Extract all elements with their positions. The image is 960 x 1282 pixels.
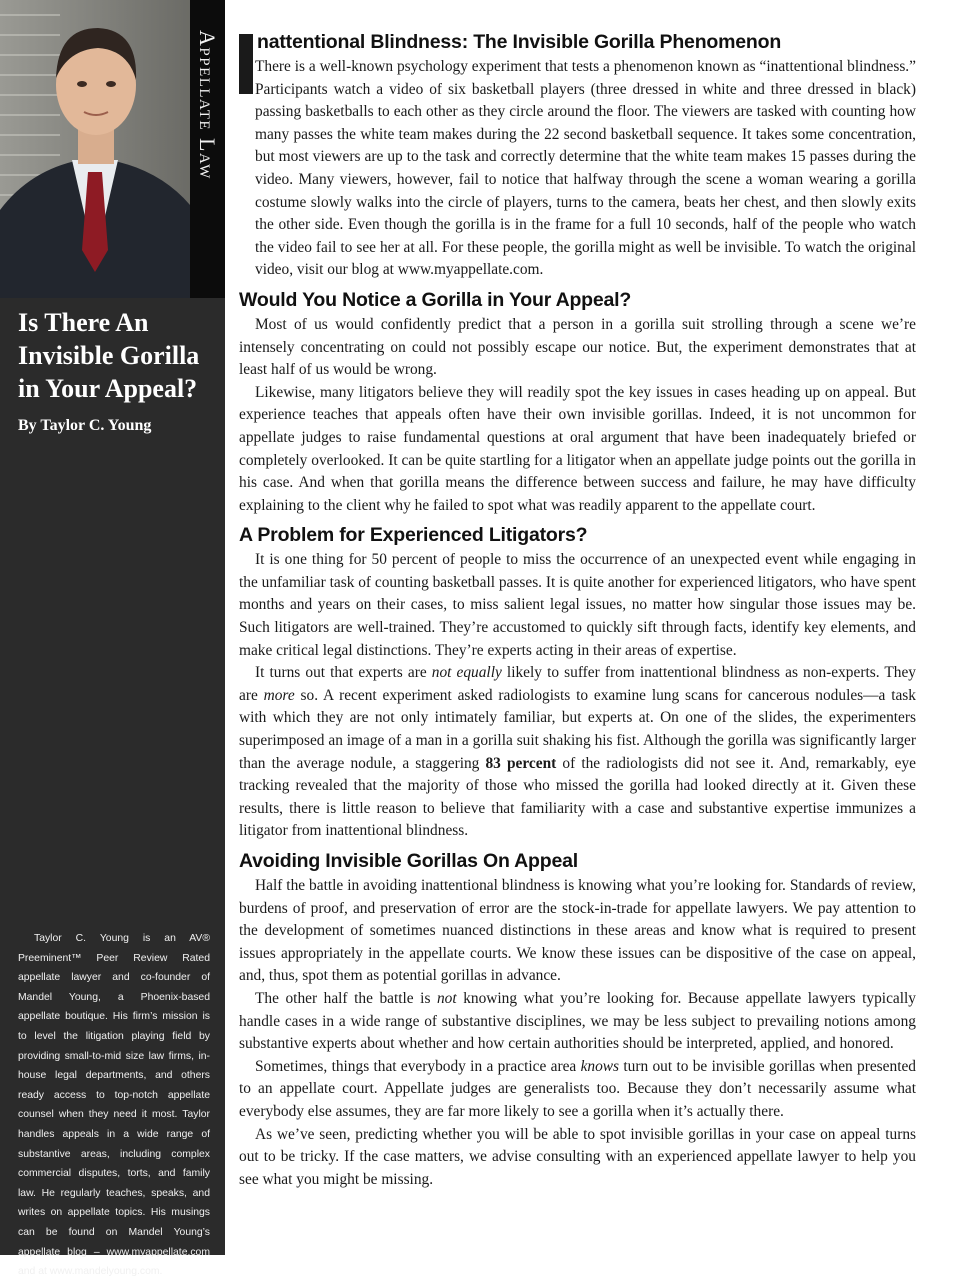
- paragraph: Most of us would confidently predict that a person in a gorilla suit strolling through a scene we’re intensely concentrating on could not possibly escape our notice. But, the experiment demonstrates that at least half of us would be wrong.: [239, 315, 916, 379]
- author-bio: Taylor C. Young is an AV® Preeminent™ Peer Review Rated appellate lawyer and co-founder of Mandel Young, a Phoenix-based appellate boutique. His firm’s mission is to level the litigation playing field by providing small-to-mid size law firms, in-house legal departments, and others ready access to top-notch appellate counsel when they need it most. Taylor handles appeals in a wide range of substantive areas, including complex commercial disputes, torts, and family law. He regularly teaches, speaks, and writes on appellate topics. His musings can be found on Mandel Young’s appellate blog – www.myappellate.com and at www.mandelyoung.com.: [18, 933, 210, 1278]
- paragraph: Sometimes, things that everybody in a practice area knows turn out to be invisible gorillas when presented to an appellate court. Appellate judges are generalists too. Because they don’t necessarily assume what everybody else assumes, they are far more likely to see a gorilla when it’s actually there.: [239, 1057, 916, 1120]
- section-heading-notice-gorilla: Would You Notice a Gorilla in Your Appeal?: [239, 288, 632, 311]
- paragraph: There is a well-known psychology experiment that tests a phenomenon known as “inattentional blindness.” Participants watch a video of six basketball players (three dressed in white and three dressed in black) passing basketballs to each other as they circle around the floor. The viewers are tasked with counting how many passes the white team makes during the 22 second basketball sequence. It takes some concentration, but most viewers are up to the task and correctly determine that the white team makes 15 passes during the video. Many viewers, however, fail to notice that halfway through the scene a woman wearing a gorilla costume slowly walks into the circle of players, turns to the camera, beats her chest, and then slowly exits the other side. Even though the gorilla is in the frame for a full 10 seconds, half of the people who watch the video fail to see her at all. For these people, the gorilla might as well be invisible. To watch the original video, visit our blog at www.myappellate.com.: [255, 58, 916, 279]
- drop-cap-i: [239, 34, 253, 94]
- section-heading-inattentional-blindness: nattentional Blindness: The Invisible Gorilla Phenomenon: [257, 31, 782, 53]
- section-strip: [190, 0, 225, 298]
- sidebar: [0, 0, 225, 1278]
- section-heading-avoiding-gorillas: Avoiding Invisible Gorillas On Appeal: [239, 850, 578, 872]
- byline: By Taylor C. Young: [18, 417, 152, 434]
- article-body: [239, 28, 916, 1191]
- paragraph: It is one thing for 50 percent of people to miss the occurrence of an unexpected event while engaging in the unfamiliar task of counting basketball passes. It is quite another for experienced litigators, who have spent months and years on their cases, to miss salient legal issues, no matter how singular those issues may be. Such litigators are well-trained. They’re accustomed to quickly sift through facts, identify key elements, and make critical legal distinctions. They’re experts acting in their areas of expertise.: [239, 551, 916, 659]
- paragraph: As we’ve seen, predicting whether you will be able to spot invisible gorillas in your case on appeal turns out to be tricky. If the case matters, we advise consulting with an experienced appellate lawyer to help you see what you might be missing.: [239, 1125, 916, 1188]
- author-photo: [0, 0, 190, 298]
- section-label: Appellate Law: [195, 30, 220, 180]
- paragraph: Likewise, many litigators believe they will readily spot the key issues in cases heading up on appeal. But experience teaches that appeals often have their own invisible gorillas. Indeed, it is not uncommon for appellate judges to raise fundamental questions at oral argument that have been inadequately briefed or completely overlooked. It can be quite startling for a litigator when an appellate judge points out the gorilla in his case. And when that gorilla means the difference between success and failure, he may have difficulty explaining to the client why he failed to spot what was readily apparent to the appellate court.: [239, 383, 916, 514]
- paragraph: Half the battle in avoiding inattentional blindness is knowing what you’re looking for. Standards of review, burdens of proof, and preservation of error are the stock-in-trade for appellate lawyers. We pay attention to the development of sometimes nuanced distinctions in these areas and know what is required to present issues appropriately in the appellate courts. We know these issues can be dispositive of the case on appeal, and, thus, spot them as potential gorillas in advance.: [239, 877, 916, 985]
- section-heading-experienced-litigators: A Problem for Experienced Litigators?: [239, 524, 588, 547]
- paragraph: The other half the battle is not knowing what you’re looking for. Because appellate lawyers typically handle cases in a wide range of substantive disciplines, we may be less subject to prevailing notions among substantive experts about whether and how certain authorities should be interpreted, applied, and honored.: [239, 989, 916, 1053]
- article-title: Is There An Invisible Gorilla in Your Appeal?: [18, 308, 200, 403]
- paragraph: It turns out that experts are not equally likely to suffer from inattentional blindness as non-experts. They are more so. A recent experiment asked radiologists to examine lung scans for cancerous nodules—a task with which they are not only intimately familiar, but experts at. On one of the slides, the experimenters superimposed an image of a man in a gorilla suit shaking his fist. Although the gorilla was significantly larger than the average nodule, a staggering 83 percent of the radiologists did not see it. And, remarkably, eye tracking revealed that the majority of those who missed the gorilla had looked directly at it. Given these results, there is little reason to believe that familiarity with a case and substantive expertise immunizes a litigator from inattentional blindness.: [239, 664, 916, 840]
